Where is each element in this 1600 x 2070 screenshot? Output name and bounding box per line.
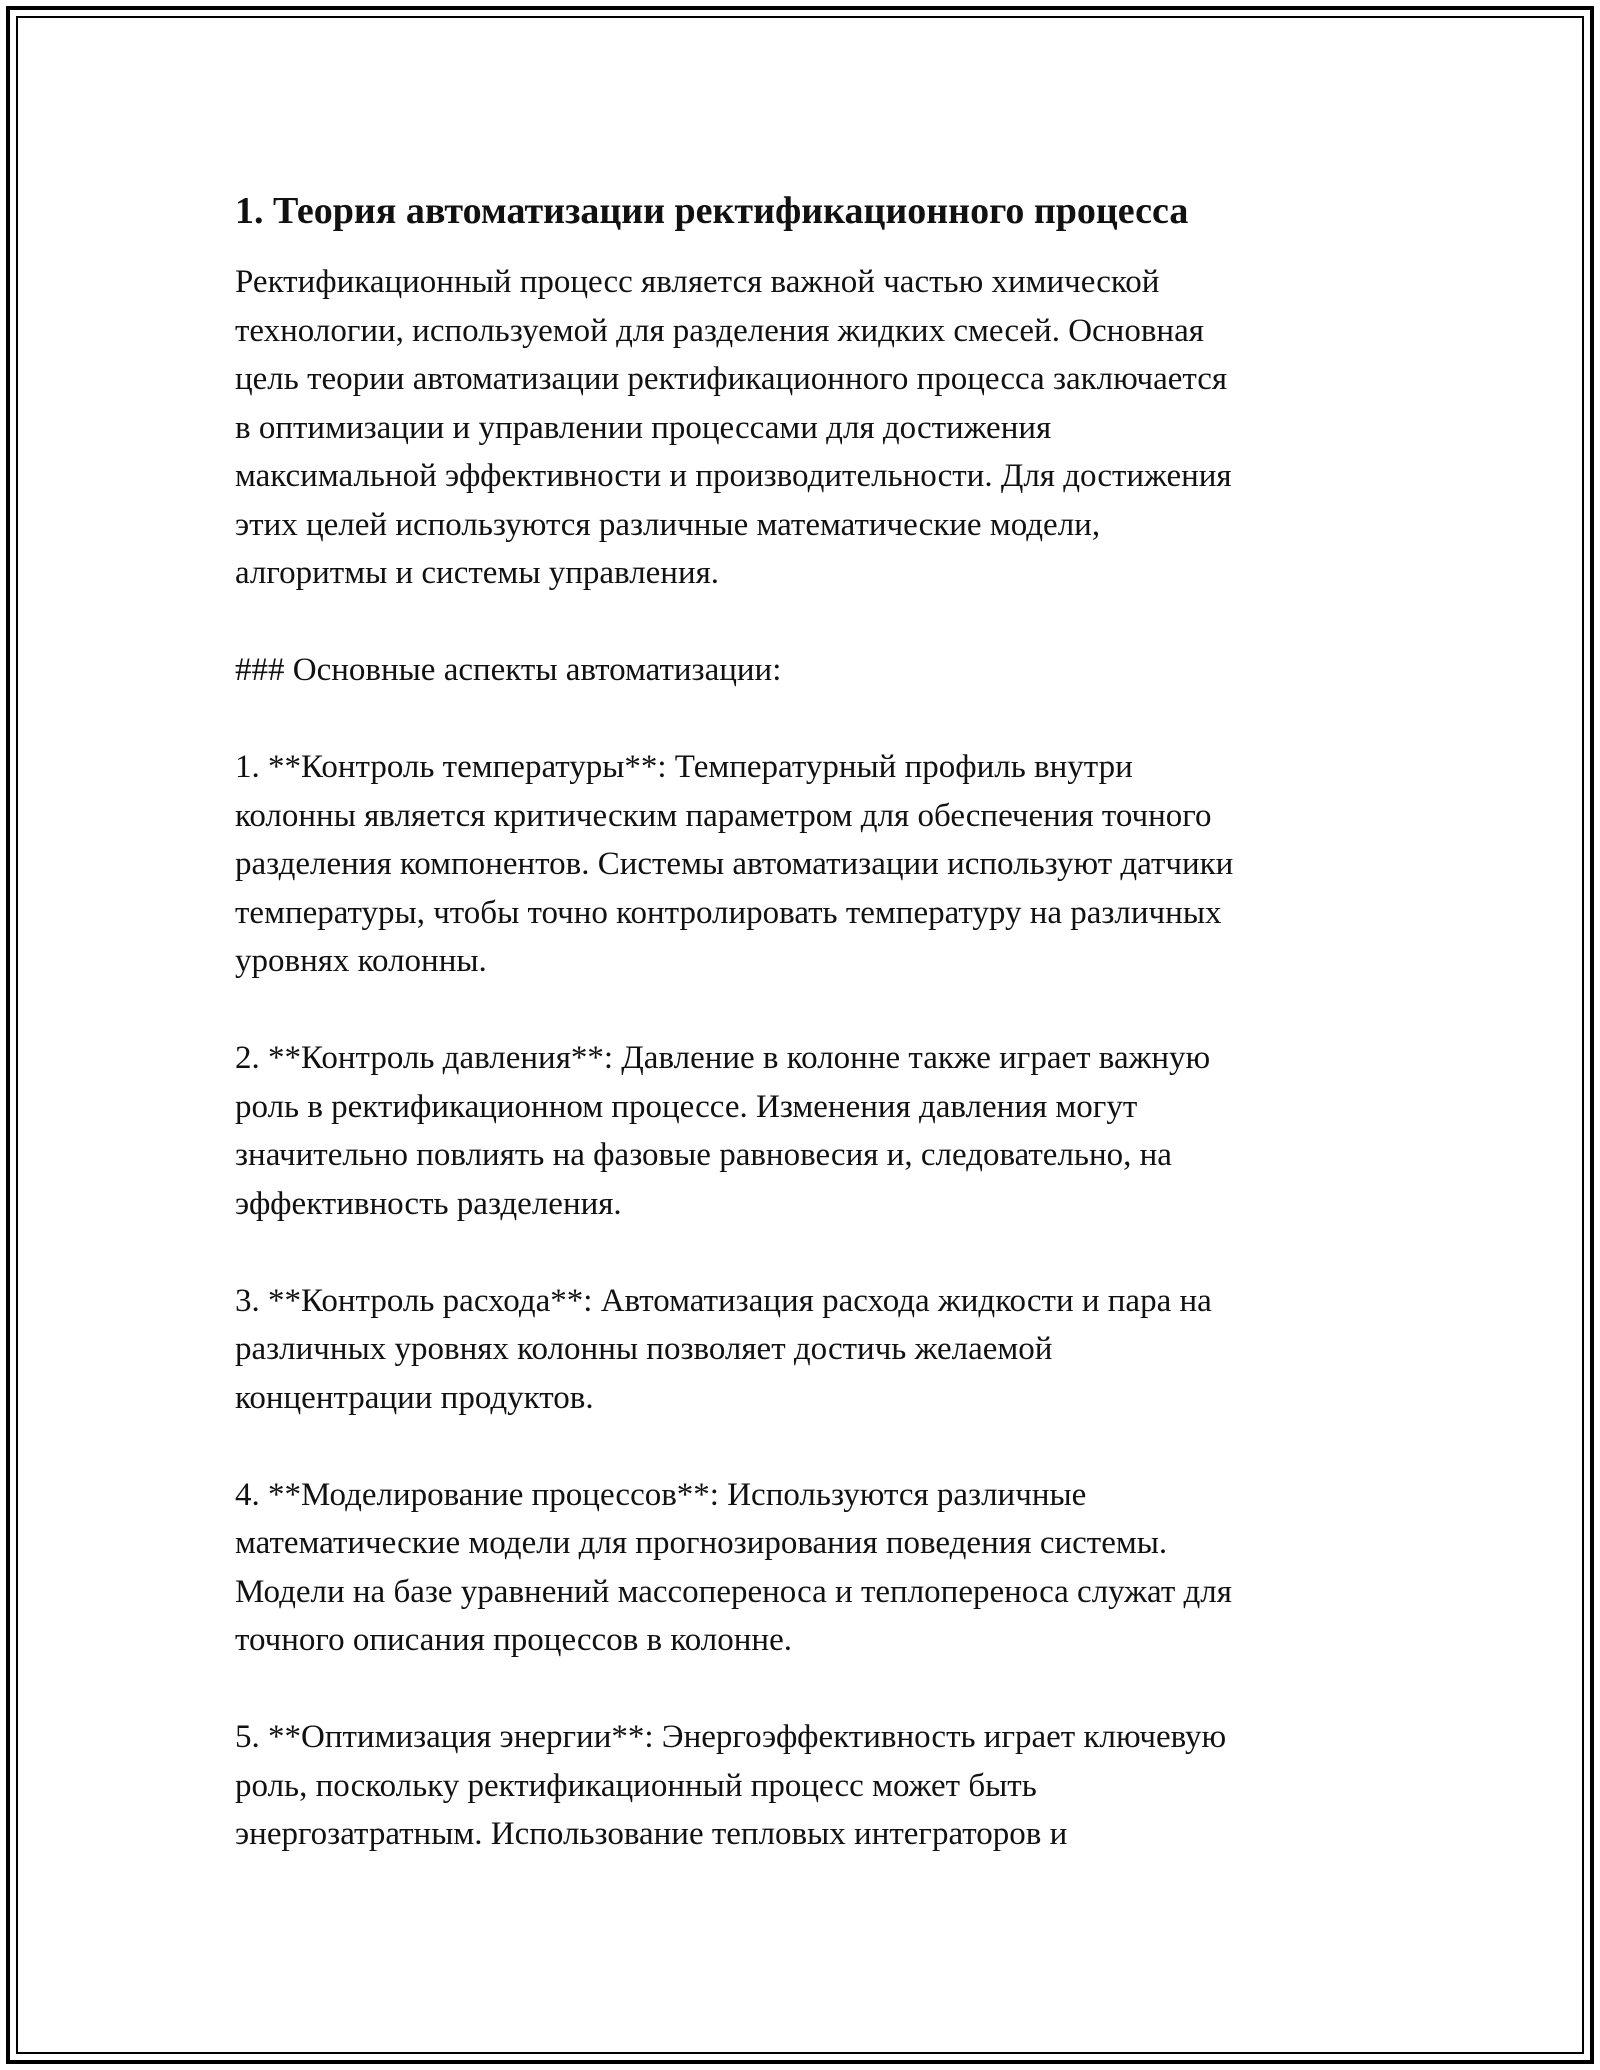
intro-line: цель теории автоматизации ректификационного процесса заключается	[235, 361, 1228, 397]
list-item-line: уровнях колонны.	[235, 943, 487, 979]
list-item-line: эффективность разделения.	[235, 1185, 622, 1222]
list-item-line: Модели на базе уравнений массопереноса и теплопереноса служат для	[235, 1573, 1232, 1610]
list-item-line: концентрации продуктов.	[235, 1379, 594, 1416]
list-item-pressure	[235, 1034, 1365, 1228]
list-item-line: математические модели для прогнозирования поведения системы.	[235, 1525, 1168, 1561]
list-item-line: энергозатратным. Использование тепловых интеграторов и	[235, 1816, 1068, 1852]
list-item-line: разделения компонентов. Системы автоматизации используют датчики	[235, 846, 1234, 882]
list-item-line: колонны является критическим параметром для обеспечения точного	[235, 797, 1212, 834]
list-item-line: 4. **Моделирование процессов**: Используются различные	[235, 1476, 1087, 1513]
list-item-modeling	[235, 1471, 1365, 1665]
list-item-flow	[235, 1277, 1365, 1423]
intro-paragraph	[235, 258, 1365, 598]
intro-line: технологии, используемой для разделения жидких смесей. Основная	[235, 312, 1204, 349]
intro-line: в оптимизации и управлении процессами для достижения	[235, 409, 1052, 446]
intro-line: Ректификационный процесс является важной частью химической	[235, 264, 1160, 300]
section-heading	[235, 646, 1365, 695]
intro-line: этих целей используются различные математические модели,	[235, 506, 1101, 543]
list-item-temperature	[235, 743, 1365, 986]
list-item-energy	[235, 1713, 1365, 1859]
list-item-line: температуры, чтобы точно контролировать температуру на различных	[235, 894, 1222, 931]
intro-line: алгоритмы и системы управления.	[235, 555, 720, 591]
document-title: 1. Теория автоматизации ректификационного процесса	[235, 190, 1189, 232]
intro-line: максимальной эффективности и производительности. Для достижения	[235, 458, 1232, 494]
list-item-line: точного описания процессов в колонне.	[235, 1622, 792, 1658]
document-body	[235, 186, 1365, 1907]
list-item-line: 2. **Контроль давления**: Давление в колонне также играет важную	[235, 1040, 1211, 1076]
list-item-line: 3. **Контроль расхода**: Автоматизация расхода жидкости и пара на	[235, 1282, 1212, 1319]
list-item-line: различных уровнях колонны позволяет достичь желаемой	[235, 1331, 1053, 1367]
list-item-line: 5. **Оптимизация энергии**: Энергоэффективность играет ключевую	[235, 1719, 1227, 1755]
list-item-line: 1. **Контроль температуры**: Температурный профиль внутри	[235, 749, 1133, 785]
section-heading-text: ### Основные аспекты автоматизации:	[235, 652, 782, 688]
list-item-line: значительно повлиять на фазовые равновесия и, следовательно, на	[235, 1137, 1172, 1173]
list-item-line: роль, поскольку ректификационный процесс может быть	[235, 1767, 1037, 1804]
list-item-line: роль в ректификационном процессе. Изменения давления могут	[235, 1088, 1138, 1125]
